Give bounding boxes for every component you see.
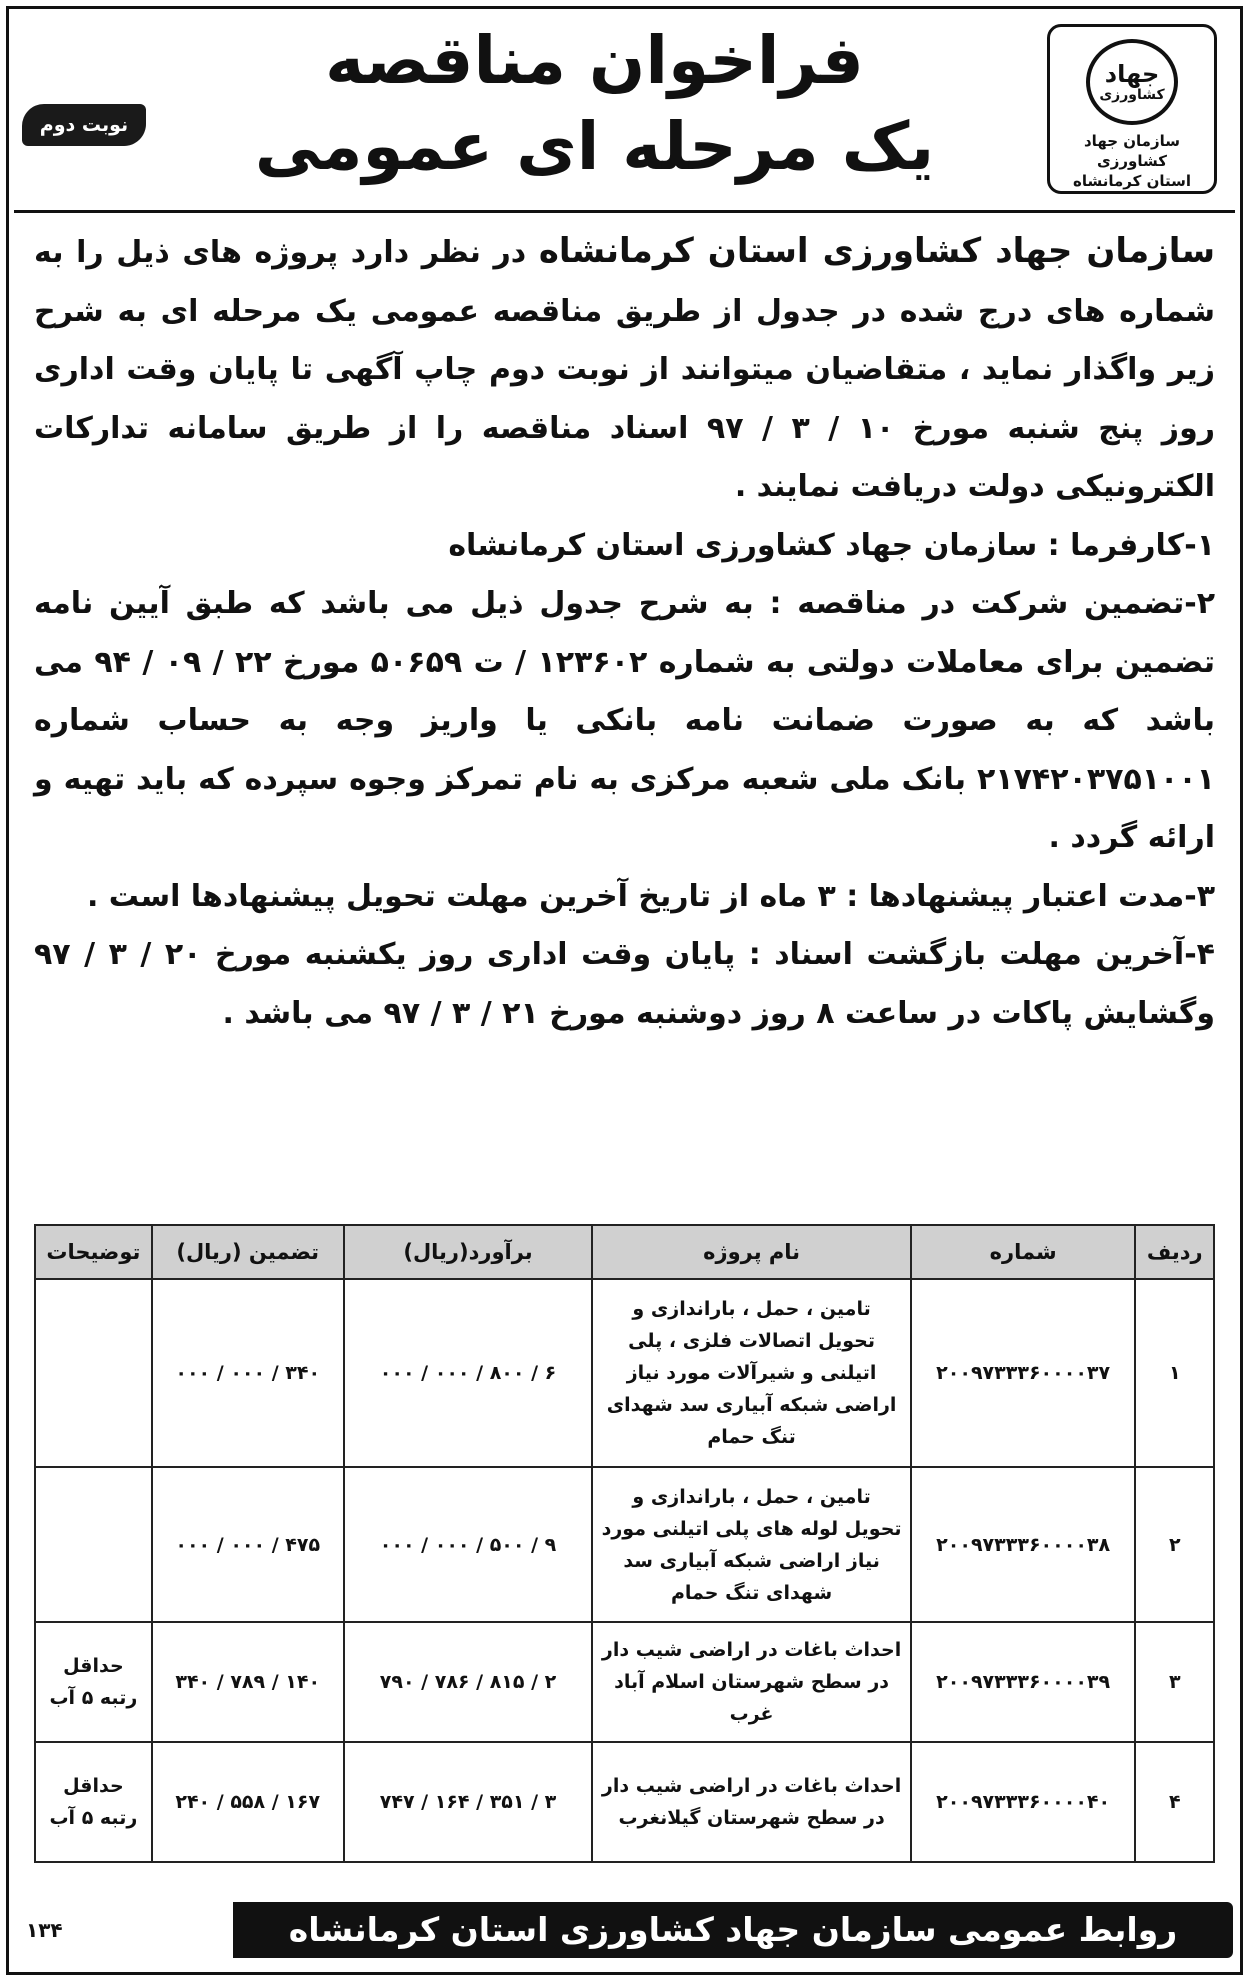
cell-row-index: ۲ (1135, 1467, 1214, 1622)
projects-table (34, 1224, 1215, 1863)
page-number: ۱۳۴ (26, 1918, 63, 1942)
cell-notes (35, 1279, 152, 1467)
title-line-2: یک مرحله ای عمومی (254, 108, 935, 185)
cell-number: ۲۰۰۹۷۳۳۳۶۰۰۰۰۳۹ (911, 1622, 1136, 1742)
cell-guarantee: ۱۴۰ / ۷۸۹ / ۳۴۰ (152, 1622, 344, 1742)
logo-org-line2: استان کرمانشاه (1072, 172, 1192, 190)
item-deadline: ۴-آخرین مهلت بازگشت اسناد : پایان وقت اداری روز یکشنبه مورخ ۲۰ / ۳ / ۹۷ وگشایش پاکات در ساعت ۸ روز دوشنبه مورخ ۲۱ / ۳ / ۹۷ می باشد . (34, 937, 1215, 1031)
cell-project: تامین ، حمل ، باراندازی و تحویل لوله های پلی اتیلنی مورد نیاز اراضی شبکه آبیاری سد شهدای تنگ حمام (592, 1467, 910, 1622)
round-badge: نوبت دوم (22, 104, 146, 146)
logo (1047, 24, 1217, 194)
cell-project: تامین ، حمل ، باراندازی و تحویل اتصالات فلزی ، پلی اتیلنی و شیرآلات مورد نیاز اراضی شبکه آبیاری سد شهدای تنگ حمام (592, 1279, 910, 1467)
header-notes: توضیحات (35, 1225, 152, 1279)
cell-guarantee: ۳۴۰ / ۰۰۰ / ۰۰۰ (152, 1279, 344, 1467)
item-guarantee: ۲-تضمین شرکت در مناقصه : به شرح جدول ذیل می باشد که طبق آیین نامه تضمین برای معاملات دولتی به شماره ۱۲۳۶۰۲ / ت ۵۰۶۵۹ مورخ ۲۲ / ۰۹ / ۹۴ می باشد که به صورت ضمانت نامه بانکی یا واریز وجه به حساب شماره ۲۱۷۴۲۰۳۷۵۱۰۰۱ بانک ملی شعبه مرکزی به نام تمرکز وجوه سپرده که باید تهیه و ارائه گردد . (34, 586, 1215, 855)
header-number: شماره (911, 1225, 1136, 1279)
cell-number: ۲۰۰۹۷۳۳۳۶۰۰۰۰۳۸ (911, 1467, 1136, 1622)
logo-org-name (1050, 131, 1214, 191)
cell-number: ۲۰۰۹۷۳۳۳۶۰۰۰۰۴۰ (911, 1742, 1136, 1862)
cell-estimate: ۹ / ۵۰۰ / ۰۰۰ / ۰۰۰ (344, 1467, 593, 1622)
table-row (35, 1467, 1214, 1622)
intro-text: در نظر دارد پروژه های ذیل را به شماره های درج شده در جدول از طریق مناقصه عمومی یک مرحله ای به شرح زیر واگذار نماید ، متقاضیان میتوانند از نوبت دوم چاپ آگهی تا پایان وقت اداری روز پنج شنبه مورخ ۱۰ / ۳ / ۹۷ اسناد مناقصه را از طریق سامانه تدارکات الکترونیکی دولت دریافت نمایند . (34, 235, 1215, 504)
cell-project: احداث باغات در اراضی شیب دار در سطح شهرستان گیلانغرب (592, 1742, 910, 1862)
cell-row-index: ۳ (1135, 1622, 1214, 1742)
cell-guarantee: ۱۶۷ / ۵۵۸ / ۲۴۰ (152, 1742, 344, 1862)
footer-text: روابط عمومی سازمان جهاد کشاورزی استان کرمانشاه (233, 1902, 1233, 1958)
cell-number: ۲۰۰۹۷۳۳۳۶۰۰۰۰۳۷ (911, 1279, 1136, 1467)
cell-notes (35, 1467, 152, 1622)
cell-notes: حداقل رتبه ۵ آب (35, 1622, 152, 1742)
cell-estimate: ۶ / ۸۰۰ / ۰۰۰ / ۰۰۰ (344, 1279, 593, 1467)
intro-paragraph (34, 222, 1215, 517)
page-title (160, 18, 1029, 208)
item-employer: ۱-کارفرما : سازمان جهاد کشاورزی استان کرمانشاه (448, 527, 1215, 563)
logo-seal (1086, 39, 1178, 125)
header-project: نام پروژه (592, 1225, 910, 1279)
footer (16, 1894, 1233, 1968)
table-header-row (35, 1225, 1214, 1279)
header-row-index: ردیف (1135, 1225, 1214, 1279)
table-row (35, 1742, 1214, 1862)
logo-seal-top: جهاد (1104, 60, 1160, 88)
item-validity: ۳-مدت اعتبار پیشنهادها : ۳ ماه از تاریخ آخرین مهلت تحویل پیشنهادها است . (86, 878, 1215, 914)
header-estimate: برآورد(ریال) (344, 1225, 593, 1279)
cell-estimate: ۲ / ۸۱۵ / ۷۸۶ / ۷۹۰ (344, 1622, 593, 1742)
title-line-1: فراخوان مناقصه (325, 22, 864, 99)
projects-table-wrapper (34, 1224, 1215, 1863)
cell-row-index: ۴ (1135, 1742, 1214, 1862)
cell-project: احداث باغات در اراضی شیب دار در سطح شهرستان اسلام آباد غرب (592, 1622, 910, 1742)
logo-org-line1: سازمان جهاد کشاورزی (1083, 132, 1180, 170)
table-row (35, 1622, 1214, 1742)
header-divider (14, 210, 1235, 213)
cell-guarantee: ۴۷۵ / ۰۰۰ / ۰۰۰ (152, 1467, 344, 1622)
cell-row-index: ۱ (1135, 1279, 1214, 1467)
logo-seal-bottom: کشاورزی (1099, 87, 1165, 103)
header-guarantee: تضمین (ریال) (152, 1225, 344, 1279)
cell-estimate: ۳ / ۳۵۱ / ۱۶۴ / ۷۴۷ (344, 1742, 593, 1862)
intro-org: سازمان جهاد کشاورزی استان کرمانشاه (538, 231, 1215, 271)
announcement-body (34, 222, 1215, 1043)
cell-notes: حداقل رتبه ۵ آب (35, 1742, 152, 1862)
table-row (35, 1279, 1214, 1467)
